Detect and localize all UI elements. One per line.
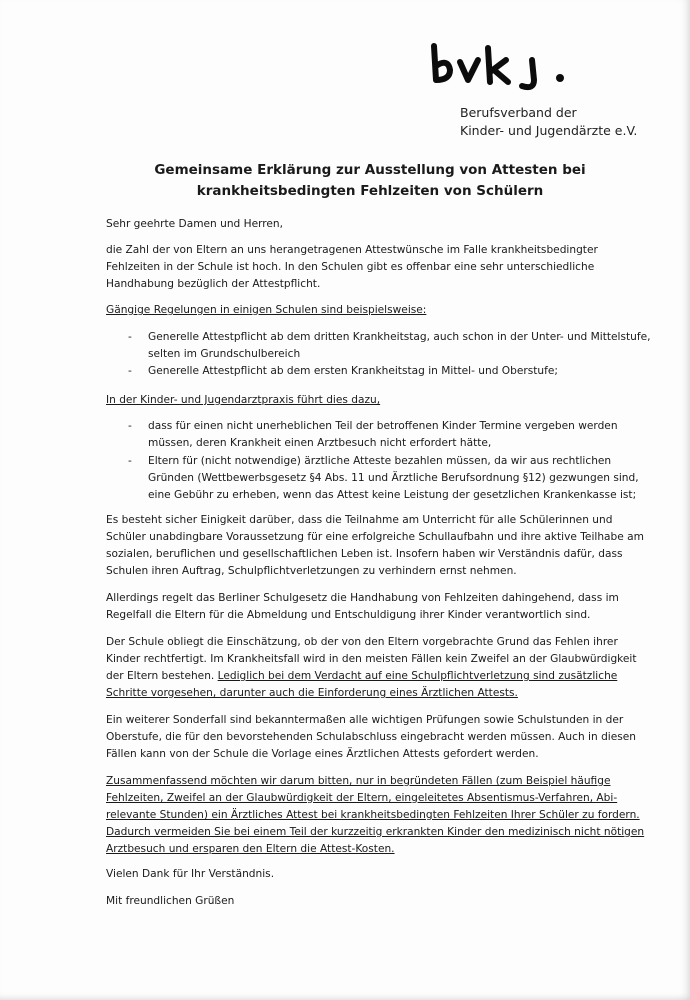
- bullet-text: Eltern für (nicht notwendige) ärztliche Atteste bezahlen müssen, da wir aus rechtlichen Gründen (Wettbewerbsgesetz §4 Abs. 11 und Ärztliche Berufsordnung §12) gezwungen sind, eine Gebühr zu erheben, wenn das Attest keine Leistung der gesetzlichen Krankenkasse ist;: [148, 455, 639, 501]
- bullet-text: Generelle Attestpflicht ab dem dritten Krankheitstag, auch schon in der Unter- und Mittelstufe, selten im Grundschulbereich: [148, 331, 651, 360]
- organization-name: [460, 104, 637, 140]
- paragraph-zusammenfassend: Zusammenfassend möchten wir darum bitten, nur in begründeten Fällen (zum Beispiel häufige Fehlzeiten, Zweifel an der Glaubwürdigkeit der Eltern, eingeleitetes Absentismus-Verfahren, Abi-relevante Stunden) ein Ärztliches Attest bei krankheitsbedingten Fehlzeiten Ihrer Schüler zu fordern. Dadurch vermeiden Sie bei einem Teil der kurzzeitig erkrankten Kinder den medizinisch nicht nötigen Arztbesuch und ersparen den Eltern die Attest-Kosten.: [106, 775, 645, 855]
- bullet-dash: -: [128, 331, 132, 343]
- salutation: Sehr geehrte Damen und Herren,: [106, 218, 284, 230]
- bullet-text: Generelle Attestpflicht ab dem ersten Krankheitstag in Mittel- und Oberstufe;: [148, 365, 558, 377]
- intro-paragraph: die Zahl der von Eltern an uns herangetragenen Attestwünsche im Falle krankheitsbedingter Fehlzeiten in der Schule ist hoch. In den Schulen gibt es offenbar eine sehr unterschiedliche Handhabung bezüglich der Attestpflicht.: [106, 244, 598, 290]
- section1-heading: Gängige Regelungen in einigen Schulen sind beispielsweise:: [106, 304, 427, 316]
- bullet-dash: -: [128, 365, 132, 377]
- bullet-dash: -: [128, 455, 132, 467]
- paragraph-einigkeit: Es besteht sicher Einigkeit darüber, dass die Teilnahme am Unterricht für alle Schülerinnen und Schüler unabdingbare Voraussetzung für eine erfolgreiche Schullaufbahn und ihre aktive Teilhabe am sozialen, beruflichen und gesellschaftlichen Leben ist. Insofern haben wir Verständnis dafür, dass Schulen ihren Auftrag, Schulpflichtverletzungen zu verhindern ernst nehmen.: [106, 514, 644, 577]
- paragraph-schule-text: Der Schule obliegt die Einschätzung, ob der von den Eltern vorgebrachte Grund das Fehlen ihrer Kinder rechtfertigt. Im Krankheitsfall wird in den meisten Fällen kein Zweifel an der Glaubwürdigkeit der Eltern bestehen.: [106, 636, 637, 682]
- bullet-dash: -: [128, 420, 132, 432]
- section2-heading: In der Kinder- und Jugendarztpraxis führt dies dazu,: [106, 394, 381, 406]
- paragraph-sonderfall: Ein weiterer Sonderfall sind bekanntermaßen alle wichtigen Prüfungen sowie Schulstunden in der Oberstufe, die für den bevorstehenden Schulabschluss eingebracht werden müssen. Auch in diesen Fällen kann von der Schule die Vorlage eines Ärztlichen Attests gefordert werden.: [106, 714, 637, 760]
- bvkj-logo: [426, 40, 586, 92]
- closing-line: Mit freundlichen Grüßen: [106, 895, 235, 907]
- paragraph-schule-underlined: Lediglich bei dem Verdacht auf eine Schulpflichtverletzung sind zusätzliche Schritte vorgesehen, darunter auch die Einforderung eines Ärztlichen Attests.: [106, 670, 618, 699]
- paragraph-schulgesetz: Allerdings regelt das Berliner Schulgesetz die Handhabung von Fehlzeiten dahingehend, dass im Regelfall die Eltern für die Abmeldung und Entschuldigung ihrer Kinder verantwortlich sind.: [106, 592, 619, 621]
- document-title: Gemeinsame Erklärung zur Ausstellung von Attesten bei krankheitsbedingten Fehlzeiten von Schülern: [154, 162, 586, 199]
- org-line-2: Kinder- und Jugendärzte e.V.: [460, 123, 638, 138]
- paragraph-schule: [106, 634, 654, 702]
- org-line-1: Berufsverband der: [460, 105, 577, 120]
- bullet-text: dass für einen nicht unerheblichen Teil der betroffenen Kinder Termine vergeben werden müssen, deren Krankheit einen Arztbesuch nicht erfordert hätte,: [148, 420, 618, 449]
- thanks-line: Vielen Dank für Ihr Verständnis.: [106, 868, 275, 880]
